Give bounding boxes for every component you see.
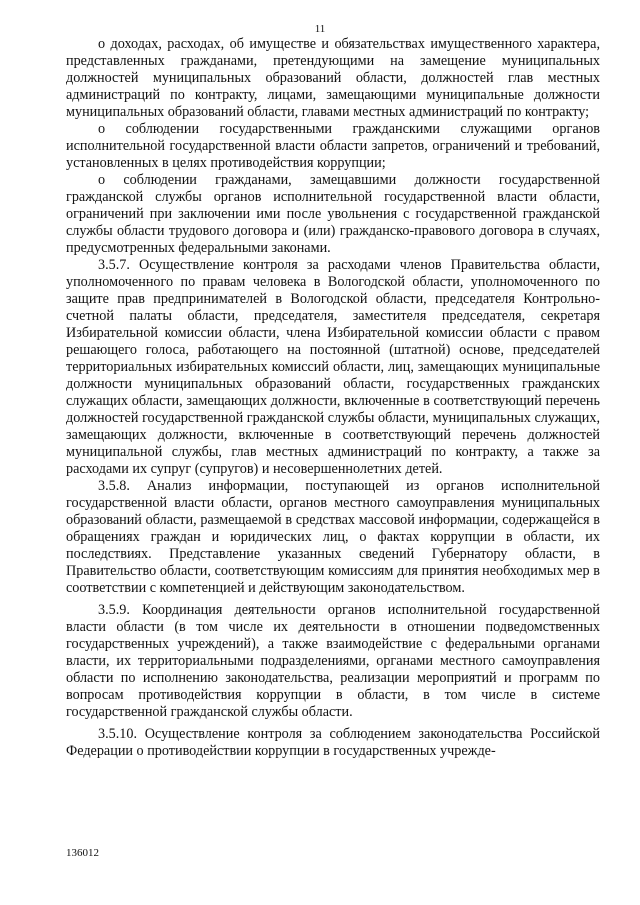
paragraph-3-5-9: 3.5.9. Координация деятельности органов исполнительной государственной власти области (в том числе их деятельности в отношении подведомственных государственных учреждений), а также взаимодействие с федеральными органами власти, их территориальными подразделениями, органами местного самоуправления области по исполнению законодательства, реализации мероприятий и программ по вопросам противодействия коррупции в области, в том числе в системе государственной гражданской службы области.: [66, 602, 600, 720]
document-body: [66, 36, 600, 760]
paragraph-3-5-7: 3.5.7. Осуществление контроля за расходами членов Правительства области, уполномоченного по правам человека в Вологодской области, уполномоченного по защите прав предпринимателей в Вологодской области, председателя Контрольно-счетной палаты области, председателя, заместителя председателя, секретаря Избирательной комиссии области, члена Избирательной комиссии области с правом решающего голоса, работающего на постоянной (штатной) основе, председателей территориальных избирательных комиссий области, лиц, замещающих муниципальные должности муниципальных образований области, государственных гражданских служащих области, замещающих должности, включенные в соответствующий перечень должностей государственной гражданской службы области, муниципальных служащих, замещающих должности, включенные в соответствующий перечень должностей муниципальной службы, глав местных администраций по контракту, а также за расходами их супруг (супругов) и несовершеннолетних детей.: [66, 257, 600, 477]
paragraph-civil-servants-compliance: о соблюдении государственными гражданскими служащими органов исполнительной государственной власти области запретов, ограничений и требований, установленных в целях противодействия коррупции;: [66, 121, 600, 171]
paragraph-income-declarations: о доходах, расходах, об имуществе и обязательствах имущественного характера, представленных гражданами, претендующими на замещение муниципальных должностей муниципальных образований области, должностей глав местных администраций по контракту, лицами, замещающими муниципальные должности муниципальных образований области, главами местных администраций по контракту;: [66, 36, 600, 120]
paragraph-3-5-8: 3.5.8. Анализ информации, поступающей из органов исполнительной государственной власти области, органов местного самоуправления муниципальных образований области, размещаемой в средствах массовой информации, содержащейся в обращениях граждан и юридических лиц, о фактах коррупции в области, их последствиях. Представление указанных сведений Губернатору области, в Правительство области, соответствующим комиссиям для принятия необходимых мер в соответствии с компетенцией и действующим законодательством.: [66, 478, 600, 596]
document-code: 136012: [66, 847, 99, 859]
paragraph-former-servants-compliance: о соблюдении гражданами, замещавшими должности государственной гражданской службы органов исполнительной государственной власти области, ограничений при заключении ими после увольнения с государственной гражданской службы области трудового договора и (или) гражданско-правового договора в случаях, предусмотренных федеральными законами.: [66, 172, 600, 256]
page-number: 11: [314, 23, 326, 35]
paragraph-3-5-10: 3.5.10. Осуществление контроля за соблюдением законодательства Российской Федерации о противодействии коррупции в государственных учрежде-: [66, 726, 600, 759]
